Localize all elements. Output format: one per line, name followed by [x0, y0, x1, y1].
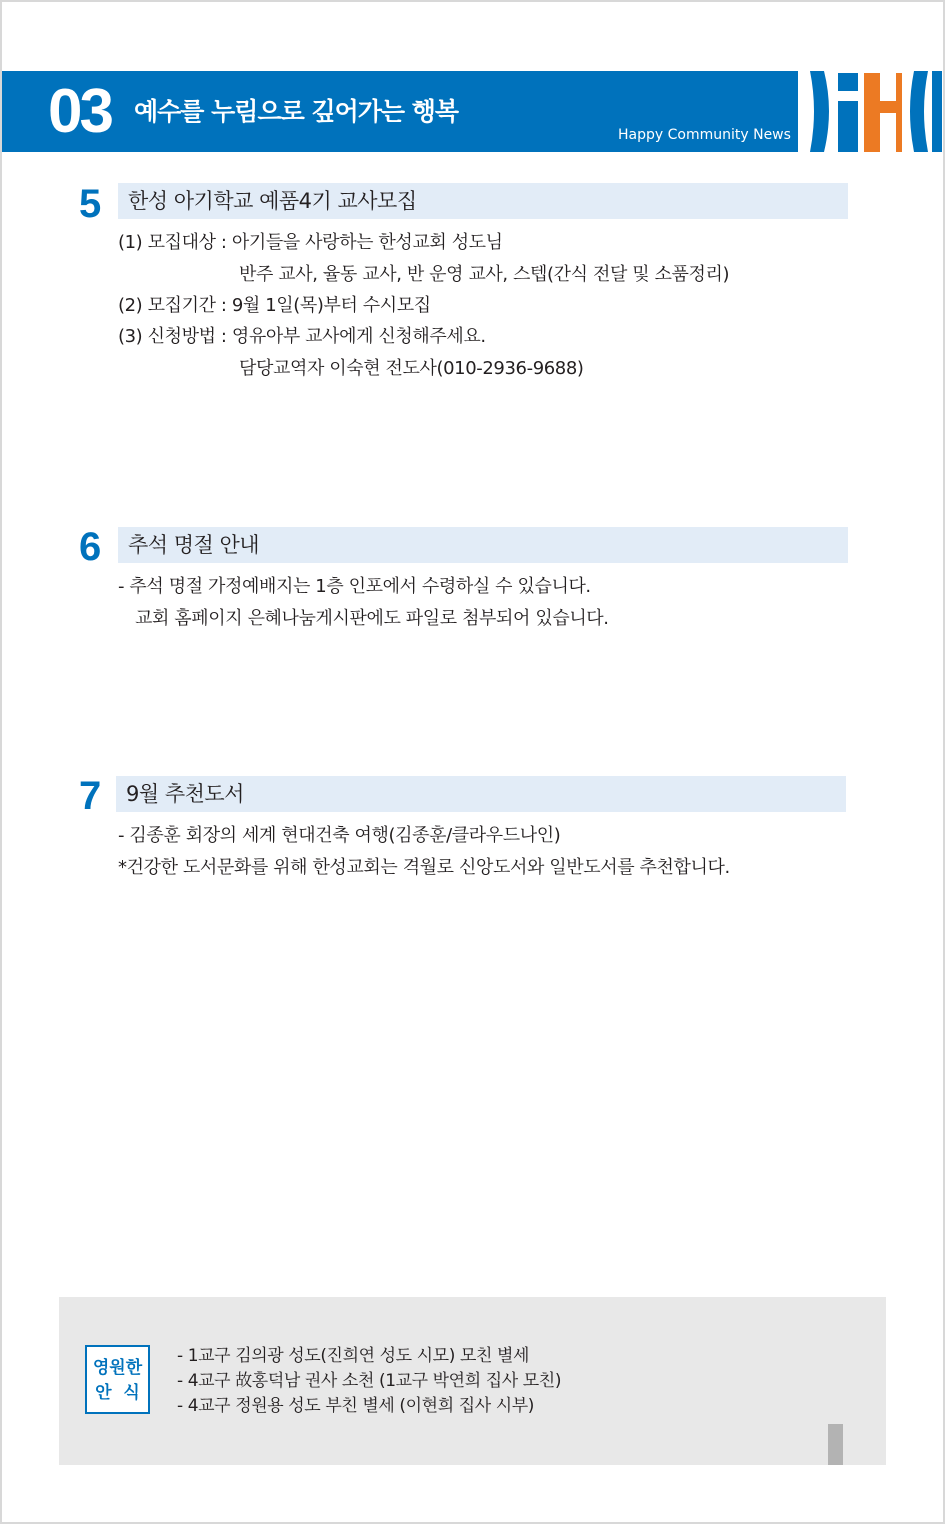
section-6-number: 6 [79, 525, 102, 569]
section-5-line: (3) 신청방법 : 영유아부 교사에게 신청해주세요. [118, 326, 486, 347]
header-subtitle: Happy Community News [618, 127, 791, 143]
issue-number: 03 [48, 77, 111, 146]
notice-item: - 4교구 정원용 성도 부친 별세 (이현희 집사 시부) [177, 1396, 535, 1416]
header-banner [2, 71, 942, 152]
section-5-title: 한성 아기학교 예품4기 교사모집 [128, 189, 417, 213]
notice-item: - 1교구 김의광 성도(진희연 성도 시모) 모친 별세 [177, 1346, 530, 1366]
notice-item: - 4교구 故홍덕남 권사 소천 (1교구 박연희 집사 모친) [177, 1371, 562, 1391]
section-7-line: *건강한 도서문화를 위해 한성교회는 격월로 신앙도서와 일반도서를 추천합니다. [118, 857, 730, 878]
section-5-line: 담당교역자 이숙현 전도사(010-2936-9688) [239, 358, 584, 379]
page-edge-tab [828, 1424, 843, 1465]
eternal-rest-badge [85, 1345, 150, 1414]
section-5-line: (1) 모집대상 : 아기들을 사랑하는 한성교회 성도님 [118, 232, 503, 253]
section-5-line: 반주 교사, 율동 교사, 반 운영 교사, 스텝(간식 전달 및 소품정리) [239, 264, 730, 285]
section-6-line: - 추석 명절 가정예배지는 1층 인포에서 수령하실 수 있습니다. [118, 576, 591, 597]
section-7-line: - 김종훈 회장의 세계 현대건축 여행(김종훈/클라우드나인) [118, 825, 561, 846]
church-logo-icon [798, 71, 942, 152]
section-7-number: 7 [79, 774, 102, 818]
header-title: 예수를 누림으로 깊어가는 행복 [134, 97, 459, 126]
section-5-line: (2) 모집기간 : 9월 1일(목)부터 수시모집 [118, 295, 431, 316]
section-6-line: 교회 홈페이지 은혜나눔게시판에도 파일로 첨부되어 있습니다. [135, 608, 609, 629]
section-7-title: 9월 추천도서 [126, 782, 244, 806]
badge-line-2: 안 식 [95, 1383, 140, 1403]
section-5-number: 5 [79, 182, 102, 226]
badge-line-1: 영원한 [92, 1358, 143, 1378]
section-6-title: 추석 명절 안내 [128, 533, 260, 557]
